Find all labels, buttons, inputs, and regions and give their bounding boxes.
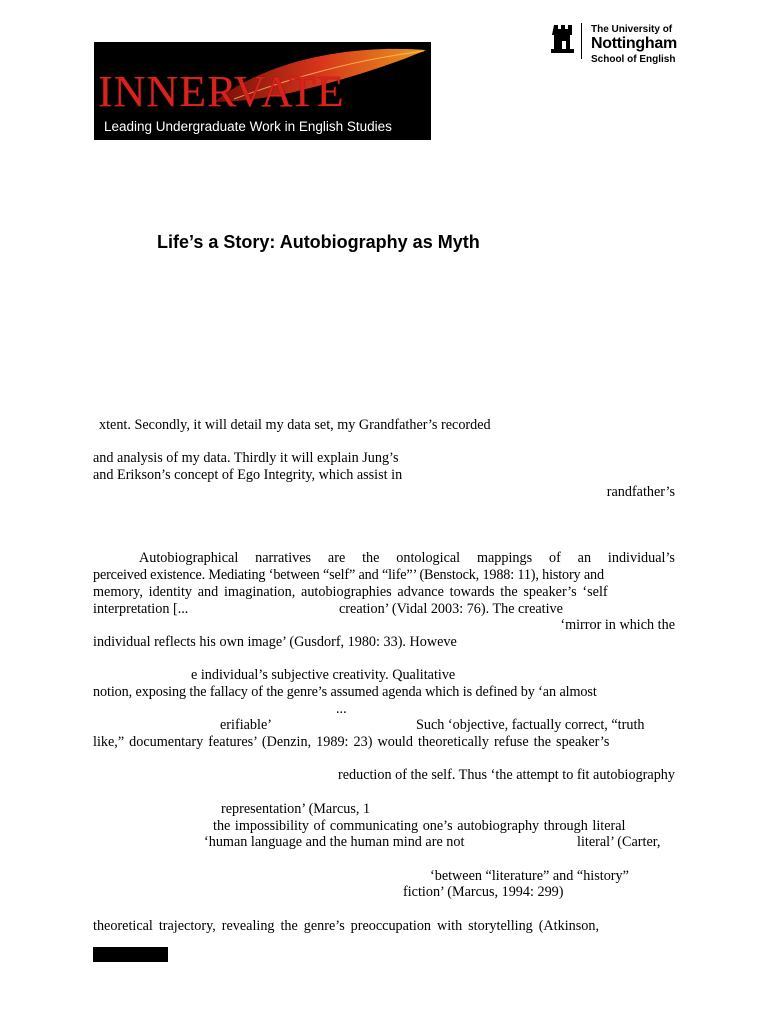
- text-line: individual reflects his own image’ (Gusdorf, 1980: 33). Howeve: [93, 634, 457, 650]
- text-line: representation’ (Marcus, 1: [221, 801, 371, 817]
- text-line: interpretation [...: [93, 601, 189, 617]
- university-logo: [551, 21, 681, 69]
- word: are: [327, 550, 346, 566]
- castle-crest-icon: [551, 21, 579, 55]
- word: mappings: [476, 550, 533, 566]
- word: an: [577, 550, 592, 566]
- text-line: ...: [336, 701, 347, 717]
- redaction-bar: [93, 947, 168, 962]
- text-line: the impossibility of communicating one’s autobiography through literal: [213, 818, 626, 834]
- text-line: theoretical trajectory, revealing the genre’s preoccupation with storytelling (Atkinson,: [93, 918, 600, 934]
- text-line: ‘between “literature” and “history”: [430, 868, 629, 884]
- university-name-line2: Nottingham: [591, 35, 677, 52]
- text-line: xtent. Secondly, it will detail my data set, my Grandfather’s recorded: [99, 417, 491, 433]
- text-line: randfather’s: [606, 484, 675, 500]
- text-line: creation’ (Vidal 2003: 76). The creative: [339, 601, 563, 617]
- journal-tagline: Leading Undergraduate Work in English Studies: [104, 119, 392, 134]
- text-line: perceived existence. Mediating ‘between “self” and “life”’ (Benstock, 1988: 11), history and: [93, 567, 604, 583]
- word: ontological: [396, 550, 461, 566]
- text-line: Such ‘objective, factually correct, “truth: [416, 717, 645, 733]
- text-line: reduction of the self. Thus ‘the attempt to fit autobiography: [337, 767, 675, 783]
- text-line: and analysis of my data. Thirdly it will explain Jung’s: [93, 450, 399, 466]
- text-line: memory, identity and imagination, autobiographies advance towards the speaker’s ‘self: [93, 584, 608, 600]
- text-line: erifiable’: [220, 717, 272, 733]
- article-title: Life’s a Story: Autobiography as Myth: [157, 232, 480, 252]
- text-line: like,” documentary features’ (Denzin, 1989: 23) would theoretically refuse the speaker’s: [93, 734, 610, 750]
- university-name-line1: The University of: [591, 24, 673, 35]
- word: the: [362, 550, 380, 566]
- text-line: and Erikson’s concept of Ego Integrity, which assist in: [93, 467, 403, 483]
- text-line: literal’ (Carter,: [577, 834, 661, 850]
- text-line: ‘human language and the human mind are not: [204, 834, 465, 850]
- text-line: ‘mirror in which the: [560, 617, 675, 633]
- word: of: [548, 550, 561, 566]
- school-name: School of English: [591, 54, 676, 65]
- paragraph-first-line: [139, 550, 675, 566]
- text-line: fiction’ (Marcus, 1994: 299): [403, 884, 564, 900]
- word: individual’s: [607, 550, 675, 566]
- text-line: e individual’s subjective creativity. Qualitative: [191, 667, 456, 683]
- word: Autobiographical: [139, 550, 239, 566]
- text-line: notion, exposing the fallacy of the genre’s assumed agenda which is defined by ‘an almost: [93, 684, 597, 700]
- logo-divider: [581, 23, 582, 59]
- innervate-logo: [94, 42, 431, 140]
- word: narratives: [255, 550, 312, 566]
- journal-logo-word: INNERVATE: [98, 67, 345, 116]
